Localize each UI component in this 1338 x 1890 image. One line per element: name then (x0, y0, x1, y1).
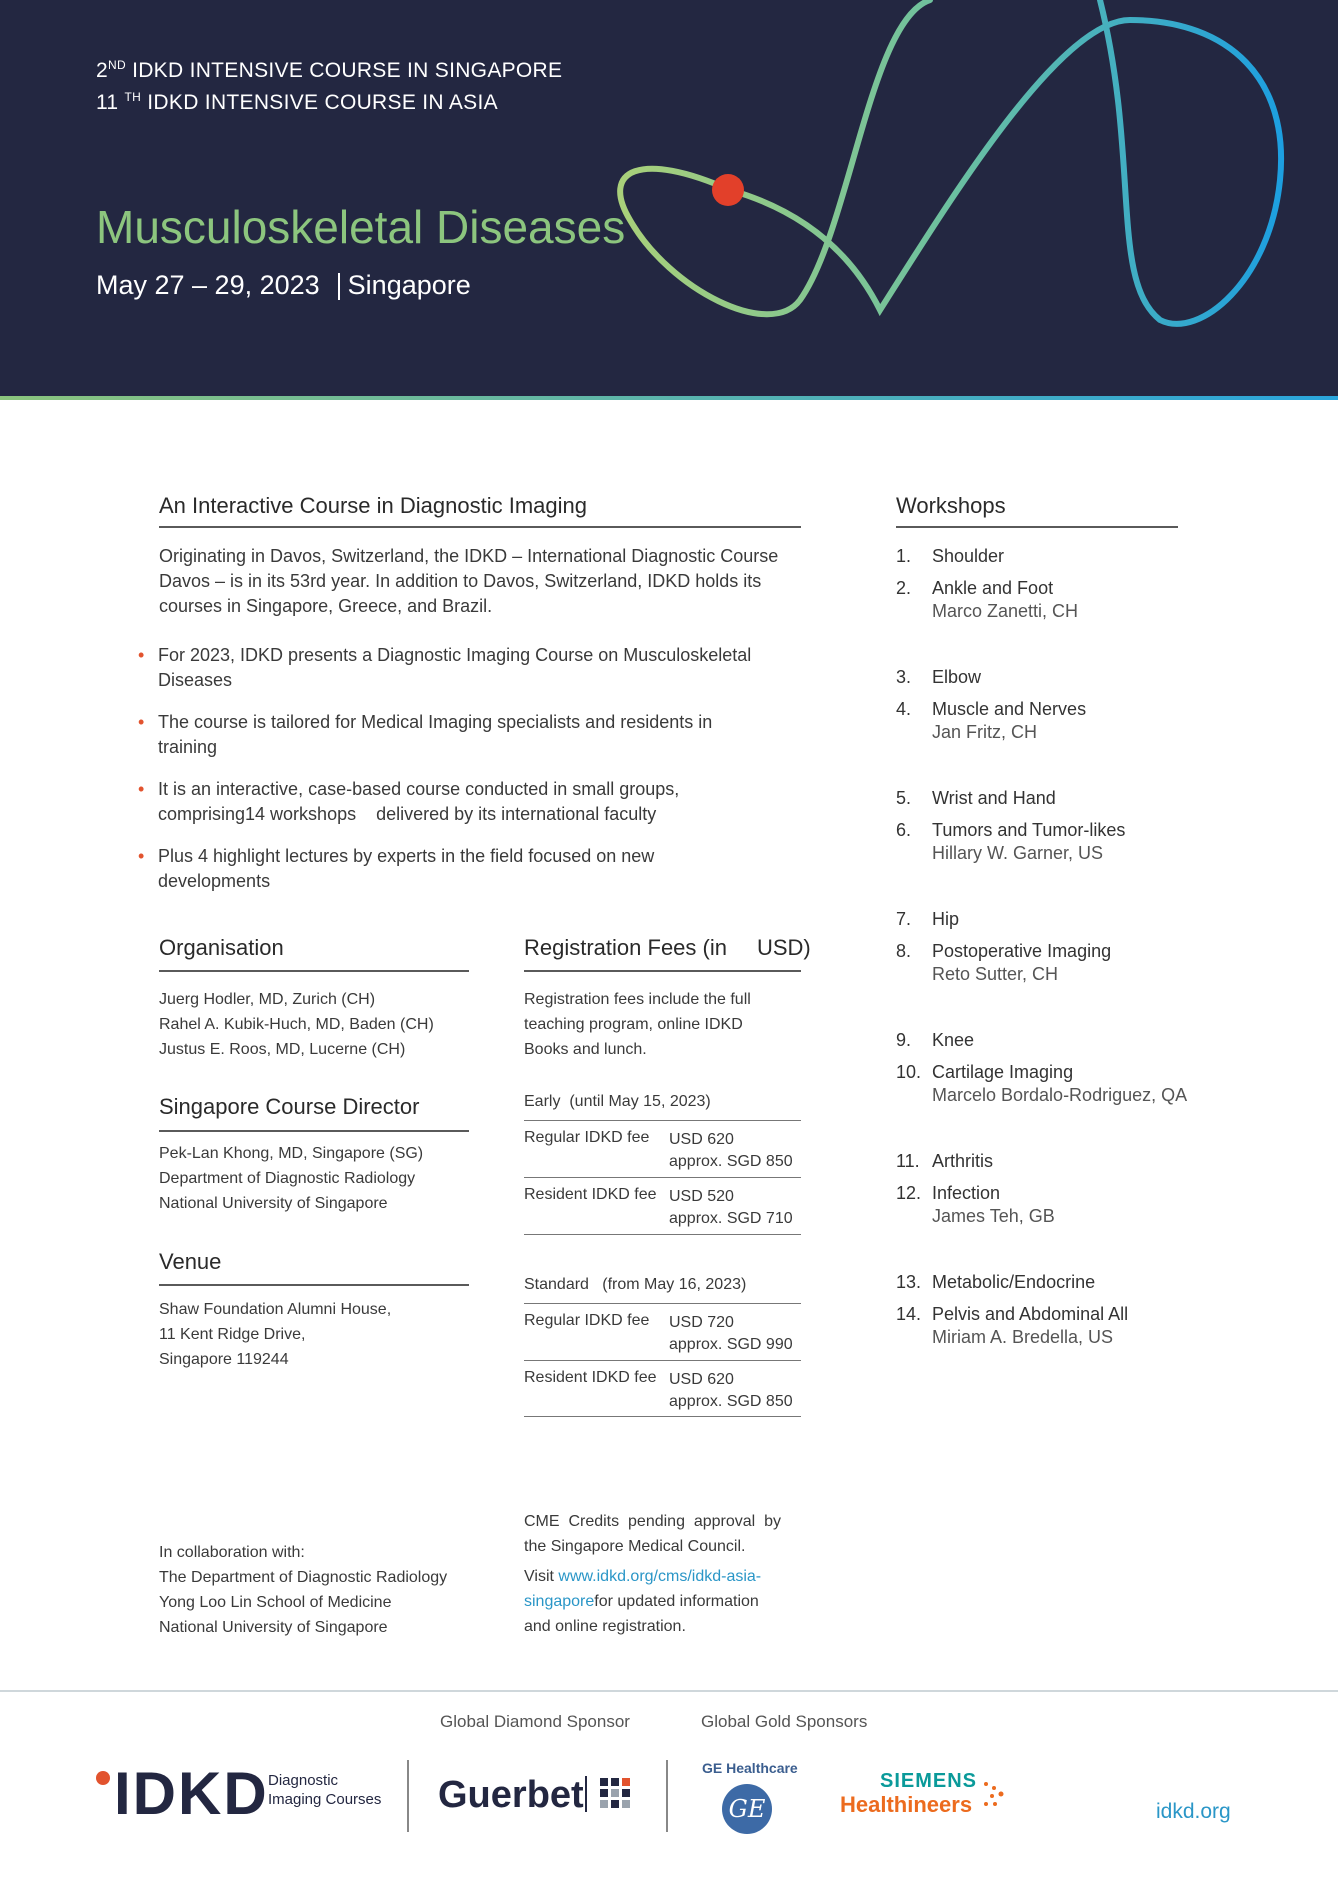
standard-resident-value: USD 620 approx. SGD 850 (669, 1371, 793, 1410)
header-divider (0, 396, 1338, 400)
workshop-speaker: Marcelo Bordalo-Rodriguez, QA (932, 1085, 1188, 1105)
workshop-number: 3. (896, 667, 912, 687)
standard-bottom-rule (524, 1416, 801, 1417)
workshop-speaker: Hillary W. Garner, US (932, 843, 1104, 863)
workshop-title: Knee (932, 1030, 975, 1050)
intro-bullet-4: • Plus 4 highlight lectures by experts in the field focused on new developments (158, 844, 654, 894)
workshop-title: Hip (932, 909, 960, 929)
gold-sponsors-label: Global Gold Sponsors (701, 1712, 868, 1731)
workshop-number: 2. (896, 578, 912, 598)
visit-note: Visit www.idkd.org/cms/idkd-asia- singaporefor updated information and online registration. (524, 1568, 762, 1635)
healthineers-logo: Healthineers (840, 1792, 973, 1817)
workshop-title: Pelvis and Abdominal All (932, 1304, 1129, 1324)
intro-paragraph: Originating in Davos, Switzerland, the IDKD – International Diagnostic Course Davos – is in its 53rd year. In addition to Davos, Switzerland, IDKD holds its courses in Singapore, Greece, and Brazil. (159, 546, 779, 616)
course-date-location: May 27 – 29, 2023 Singapore (96, 270, 471, 300)
registration-link[interactable]: www.idkd.org/cms/idkd-asia- (558, 1568, 762, 1585)
idkd-logo: IDKD (114, 1760, 269, 1827)
standard-row-divider (524, 1360, 801, 1361)
ge-monogram-icon: GE (722, 1784, 772, 1834)
website-link[interactable]: idkd.org (1156, 1800, 1231, 1823)
sponsor-divider (666, 1760, 668, 1832)
workshops-heading: Workshops (896, 493, 1006, 518)
workshop-number: 9. (896, 1030, 912, 1050)
registration-link-cont[interactable]: singapore (524, 1593, 595, 1610)
early-fees-title: Early (until May 15, 2023) (524, 1093, 711, 1110)
workshop-speaker: James Teh, GB (932, 1206, 1055, 1226)
guerbet-grid-icon (600, 1778, 632, 1810)
workshop-number: 1. (896, 546, 912, 566)
standard-regular-value: USD 720 approx. SGD 990 (669, 1314, 793, 1353)
workshop-number: 7. (896, 909, 912, 929)
workshop-speaker: Jan Fritz, CH (932, 722, 1038, 742)
organisation-list: Juerg Hodler, MD, Zurich (CH) Rahel A. Kubik-Huch, MD, Baden (CH) Justus E. Roos, MD, Lucerne (CH) (159, 991, 434, 1058)
idkd-logo-subtitle: Diagnostic Imaging Courses (268, 1772, 382, 1808)
workshops-rule (896, 526, 1178, 528)
standard-resident-label: Resident IDKD fee (524, 1369, 657, 1386)
workshop-speaker: Marco Zanetti, CH (932, 601, 1079, 621)
fees-intro: Registration fees include the full teaching program, online IDKD Books and lunch. (524, 991, 751, 1058)
idkd-dot-icon (96, 1771, 110, 1785)
workshop-title: Wrist and Hand (932, 788, 1056, 808)
intro-heading: An Interactive Course in Diagnostic Imaging (159, 493, 587, 518)
workshop-title: Shoulder (932, 546, 1005, 566)
workshop-number: 4. (896, 699, 912, 719)
ge-healthcare-label: GE Healthcare (702, 1760, 798, 1776)
workshop-number: 11. (896, 1151, 920, 1171)
workshop-number: 14. (896, 1304, 922, 1324)
intro-rule (159, 526, 801, 528)
workshop-title: Muscle and Nerves (932, 699, 1087, 719)
footer-divider (0, 1690, 1338, 1692)
venue-heading: Venue (159, 1249, 222, 1274)
collaboration-info: In collaboration with: The Department of Diagnostic Radiology Yong Loo Lin School of Medicine National University of Singapore (159, 1544, 448, 1636)
workshop-title: Cartilage Imaging (932, 1062, 1074, 1082)
siemens-logo: SIEMENS (880, 1770, 978, 1792)
early-resident-value: USD 520 approx. SGD 710 (669, 1188, 793, 1227)
workshop-number: 8. (896, 941, 912, 961)
workshop-number: 13. (896, 1272, 922, 1292)
fees-heading: Registration Fees (in USD) (524, 935, 811, 960)
standard-rule (524, 1303, 801, 1304)
venue-rule (159, 1284, 469, 1286)
guerbet-divider (585, 1776, 587, 1812)
director-info: Pek-Lan Khong, MD, Singapore (SG) Department of Diagnostic Radiology National University of Singapore (159, 1145, 424, 1212)
director-rule (159, 1130, 469, 1132)
workshop-title: Arthritis (932, 1151, 994, 1171)
standard-fees-title: Standard (from May 16, 2023) (524, 1276, 747, 1293)
early-resident-label: Resident IDKD fee (524, 1186, 657, 1203)
siemens-dots-icon (982, 1780, 1006, 1810)
intro-bullet-2: • The course is tailored for Medical Imaging specialists and residents in training (158, 710, 712, 760)
director-heading: Singapore Course Director (159, 1094, 420, 1119)
intro-bullet-1: • For 2023, IDKD presents a Diagnostic Imaging Course on Musculoskeletal Diseases (158, 643, 751, 693)
workshop-title: Metabolic/Endocrine (932, 1272, 1096, 1292)
workshop-title: Ankle and Foot (932, 578, 1054, 598)
venue-address: Shaw Foundation Alumni House, 11 Kent Ridge Drive, Singapore 119244 (159, 1301, 392, 1368)
workshop-speaker: Miriam A. Bredella, US (932, 1327, 1114, 1347)
logo-divider (407, 1760, 409, 1832)
workshop-speaker: Reto Sutter, CH (932, 964, 1059, 984)
course-edition-asia: 11 $^{TH}$ IDKD INTENSIVE COURSE IN ASIA (96, 90, 498, 114)
diamond-sponsor-label: Global Diamond Sponsor (440, 1712, 630, 1731)
workshop-title: Postoperative Imaging (932, 941, 1112, 961)
intro-bullet-3: • It is an interactive, case-based course conducted in small groups, comprising14 workshops delivered by its international faculty (158, 777, 679, 827)
early-row-divider (524, 1177, 801, 1178)
course-edition-singapore: 2ND IDKD INTENSIVE COURSE IN SINGAPORE (96, 58, 563, 82)
workshop-title: Elbow (932, 667, 982, 687)
fees-rule (524, 970, 801, 972)
workshop-number: 5. (896, 788, 912, 808)
guerbet-logo: Guerbet (438, 1774, 584, 1816)
organisation-heading: Organisation (159, 935, 284, 960)
early-rule (524, 1120, 801, 1121)
cme-credits-note: CME Credits pending approval by the Singapore Medical Council. (524, 1513, 782, 1555)
workshop-number: 6. (896, 820, 912, 840)
workshop-number: 10. (896, 1062, 922, 1082)
page-title: Musculoskeletal Diseases (96, 201, 626, 253)
early-bottom-rule (524, 1234, 801, 1235)
workshop-number: 12. (896, 1183, 922, 1203)
workshop-title: Infection (932, 1183, 1001, 1203)
standard-regular-label: Regular IDKD fee (524, 1312, 650, 1329)
organisation-rule (159, 970, 469, 972)
early-regular-value: USD 620 approx. SGD 850 (669, 1131, 793, 1170)
workshop-title: Tumors and Tumor-likes (932, 820, 1126, 840)
red-dot-icon (712, 174, 744, 206)
early-regular-label: Regular IDKD fee (524, 1129, 650, 1146)
